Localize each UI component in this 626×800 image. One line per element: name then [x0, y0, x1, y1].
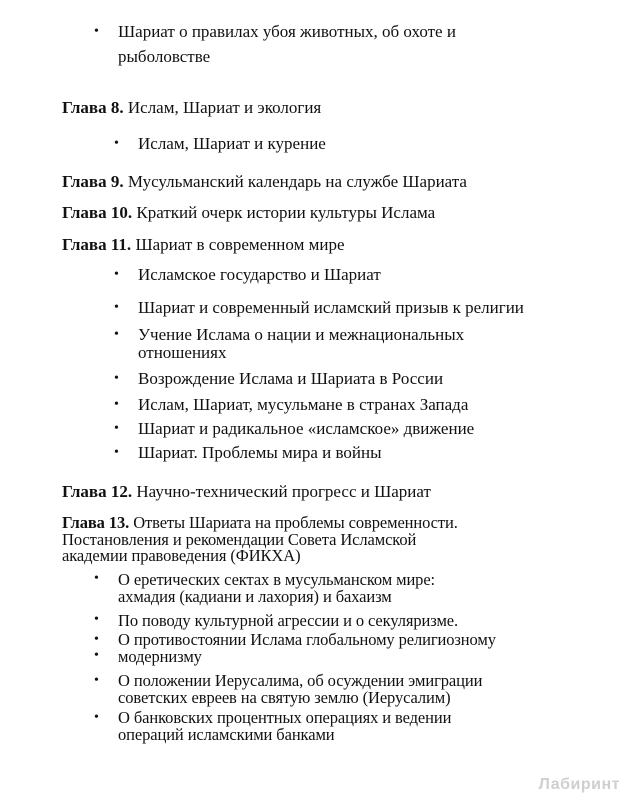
chapter-label: Глава 10. — [62, 203, 133, 222]
bullet-text: О противостоянии Ислама глобальному религиозному — [118, 630, 496, 649]
chapter-title-continuation: академии правоведения (ФИКХА) — [62, 546, 301, 565]
bullet-text-continuation: операций исламскими банками — [118, 725, 335, 744]
bullet-marker: • — [94, 571, 99, 586]
chapter-title-continuation: Постановления и рекомендации Совета Исламской — [62, 530, 417, 549]
bullet-marker: • — [94, 673, 99, 688]
chapter-title: Ислам, Шариат и экология — [127, 98, 322, 117]
chapter-heading — [62, 98, 321, 118]
bullet-text-continuation: модернизму — [118, 647, 202, 666]
chapter-label: Глава 11. — [62, 235, 132, 254]
chapter-heading — [62, 235, 345, 255]
chapter-heading — [62, 172, 467, 192]
bullet-marker: • — [114, 445, 119, 460]
chapter-title: Научно-технический прогресс и Шариат — [136, 482, 431, 501]
bullet-marker: • — [94, 648, 99, 663]
chapter-heading — [62, 482, 431, 502]
bullet-marker: • — [94, 632, 99, 647]
bullet-text: Ислам, Шариат и курение — [138, 134, 326, 153]
chapter-title: Ответы Шариата на проблемы современности. — [133, 513, 458, 532]
bullet-text-continuation: советских евреев на святую землю (Иерусалим) — [118, 688, 451, 707]
chapter-title: Краткий очерк истории культуры Ислама — [136, 203, 436, 222]
bullet-marker: • — [94, 710, 99, 725]
bullet-text-continuation: отношениях — [138, 343, 227, 362]
bullet-marker: • — [114, 267, 119, 282]
bullet-text: Возрождение Ислама и Шариата в России — [138, 369, 444, 388]
bullet-text: О банковских процентных операциях и ведении — [118, 708, 452, 727]
bullet-marker: • — [94, 24, 99, 39]
chapter-heading — [62, 203, 435, 223]
bullet-text: Шариат и радикальное «исламское» движение — [138, 419, 475, 438]
chapter-title: Шариат в современном мире — [135, 235, 345, 254]
bullet-marker: • — [114, 397, 119, 412]
bullet-text: О еретических сектах в мусульманском мире: — [118, 570, 436, 589]
bullet-text: О положении Иерусалима, об осуждении эмиграции — [118, 671, 483, 690]
bullet-text: Шариат и современный исламский призыв к религии — [138, 298, 524, 317]
chapter-heading — [62, 514, 458, 531]
chapter-label: Глава 12. — [62, 482, 133, 501]
chapter-title: Мусульманский календарь на службе Шариата — [127, 172, 467, 191]
bullet-marker: • — [94, 612, 99, 627]
chapter-label: Глава 9. — [62, 172, 124, 191]
bullet-text-continuation: рыболовстве — [118, 47, 211, 66]
bullet-marker: • — [114, 136, 119, 151]
chapter-label: Глава 8. — [62, 98, 124, 117]
bullet-text: Шариат. Проблемы мира и войны — [138, 443, 382, 462]
bullet-marker: • — [114, 371, 119, 386]
watermark-logo: Лабиринт — [538, 776, 620, 793]
bullet-text: Исламское государство и Шариат — [138, 265, 381, 284]
bullet-text-continuation: ахмадия (кадиани и лахория) и бахаизм — [118, 587, 392, 606]
bullet-text: Учение Ислама о нации и межнациональных — [138, 325, 465, 344]
bullet-text: Шариат о правилах убоя животных, об охоте и — [118, 22, 456, 41]
bullet-marker: • — [114, 300, 119, 315]
chapter-label: Глава 13. — [62, 513, 130, 532]
bullet-text: По поводу культурной агрессии и о секуляризме. — [118, 611, 459, 630]
bullet-marker: • — [114, 421, 119, 436]
bullet-text: Ислам, Шариат, мусульмане в странах Запада — [138, 395, 469, 414]
bullet-marker: • — [114, 327, 119, 342]
